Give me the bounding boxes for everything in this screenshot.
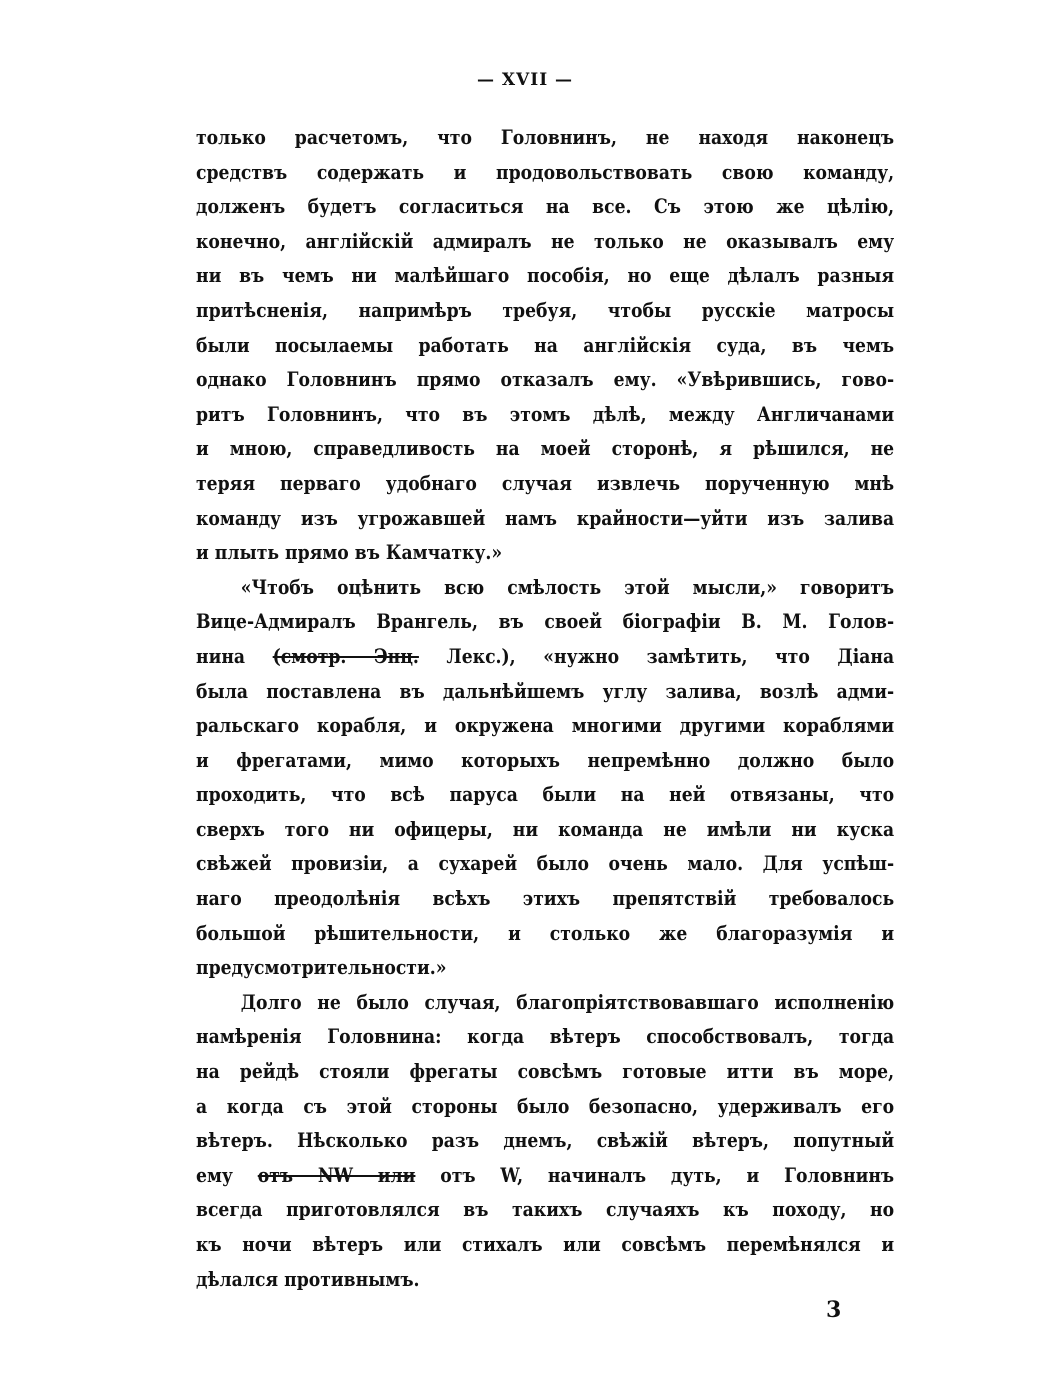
text-segment: однако Головнинъ прямо отказалъ ему. «Увѣрившись, гово- [196, 367, 895, 392]
text-segment: только расчетомъ, что Головнинъ, не находя наконецъ [196, 125, 895, 149]
text-segment: отъ W, начиналъ дуть, и Головнинъ [415, 1162, 895, 1187]
text-line [196, 1019, 894, 1054]
text-line [196, 362, 894, 397]
text-segment: была поставлена въ дальнѣйшемъ углу залива, возлѣ адми- [196, 678, 895, 703]
text-line [196, 293, 894, 328]
text-line [196, 258, 894, 293]
text-segment: Долго не было случая, благопріятствовавшаго исполненію [240, 989, 895, 1014]
text-segment: притѣсненія, напримѣръ требуя, чтобы русскіе матросы [196, 297, 895, 322]
text-line [196, 812, 894, 847]
struck-text: отъ NW или [257, 1162, 416, 1187]
text-line [196, 674, 894, 709]
text-segment: сверхъ того ни офицеры, ни команда не имѣли ни куска [196, 816, 895, 841]
text-line [196, 639, 894, 674]
text-segment: дѣлался противнымъ. [196, 1266, 420, 1291]
text-line [196, 1123, 894, 1158]
text-segment: долженъ будетъ согласиться на все. Съ этою же цѣлію, [196, 194, 895, 219]
text-line [196, 570, 894, 605]
text-line [196, 1158, 894, 1193]
text-line [196, 743, 894, 778]
text-line [196, 985, 894, 1020]
text-line [196, 1054, 894, 1089]
text-segment: а когда съ этой стороны было безопасно, удерживалъ его [196, 1093, 895, 1118]
text-line [196, 155, 894, 190]
text-line [196, 120, 894, 155]
text-segment: ему [196, 1162, 258, 1187]
text-line [196, 501, 894, 536]
text-segment: вѣтеръ. Нѣсколько разъ днемъ, свѣжій вѣтеръ, попутный [196, 1128, 895, 1153]
text-line [196, 1262, 894, 1297]
text-segment: и плыть прямо въ Камчатку.» [196, 540, 503, 565]
text-line [196, 431, 894, 466]
text-segment: намѣренія Головнина: когда вѣтеръ способствовалъ, тогда [196, 1024, 895, 1049]
text-line [196, 708, 894, 743]
text-line [196, 535, 894, 570]
text-segment: ритъ Головнинъ, что въ этомъ дѣлѣ, между Англичанами [196, 401, 895, 426]
text-line [196, 224, 894, 259]
body-text [196, 120, 894, 1296]
text-line [196, 604, 894, 639]
text-segment: на рейдѣ стояли фрегаты совсѣмъ готовые итти въ море, [196, 1059, 895, 1084]
text-segment: и фрегатами, мимо которыхъ непремѣнно должно было [196, 747, 895, 772]
text-segment: предусмотрительности.» [196, 955, 447, 980]
text-line [196, 397, 894, 432]
text-segment: теряя перваго удобнаго случая извлечь порученную мнѣ [196, 470, 895, 495]
paragraph [196, 120, 894, 570]
text-line [196, 777, 894, 812]
text-line [196, 1192, 894, 1227]
text-segment: свѣжей провизіи, а сухарей было очень мало. Для успѣш- [196, 851, 895, 876]
text-segment: ни въ чемъ ни малѣйшаго пособія, но еще дѣлалъ разныя [196, 263, 895, 288]
text-segment: «Чтобъ оцѣнить всю смѣлость этой мысли,» говоритъ [240, 574, 895, 599]
paragraph [196, 570, 894, 985]
text-segment: проходить, что всѣ паруса были на ней отвязаны, что [196, 782, 895, 807]
text-line [196, 466, 894, 501]
text-segment: наго преодолѣнія всѣхъ этихъ препятствій требовалось [196, 886, 895, 911]
text-line [196, 328, 894, 363]
running-header: — XVII — [476, 70, 574, 90]
paragraph [196, 985, 894, 1296]
text-segment: ральскаго корабля, и окружена многими другими кораблями [196, 713, 895, 738]
text-segment: Вице-Адмиралъ Врангель, въ своей біографіи В. М. Голов- [196, 609, 895, 634]
struck-text: (смотр. Энц. [272, 643, 419, 668]
page-number: 3 [826, 1297, 842, 1323]
text-line [196, 1227, 894, 1262]
text-line [196, 189, 894, 224]
text-segment: нина [196, 643, 273, 668]
text-segment: всегда приготовлялся въ такихъ случаяхъ къ походу, но [196, 1197, 895, 1222]
text-segment: были посылаемы работать на англійскія суда, въ чемъ [196, 332, 895, 357]
text-segment: конечно, англійскій адмиралъ не только не оказывалъ ему [196, 228, 895, 253]
text-segment: большой рѣшительности, и столько же благоразумія и [196, 920, 895, 945]
text-line [196, 916, 894, 951]
text-segment: средствъ содержать и продовольствовать свою команду, [196, 159, 895, 184]
text-line [196, 950, 894, 985]
text-segment: Лекс.), «нужно замѣтить, что Діана [418, 643, 895, 668]
text-line [196, 881, 894, 916]
text-line [196, 1089, 894, 1124]
text-segment: къ ночи вѣтеръ или стихалъ или совсѣмъ перемѣнялся и [196, 1232, 895, 1256]
text-line [196, 846, 894, 881]
text-segment: и мною, справедливость на моей сторонѣ, я рѣшился, не [196, 436, 895, 461]
text-segment: команду изъ угрожавшей намъ крайности—уйти изъ залива [196, 505, 895, 530]
